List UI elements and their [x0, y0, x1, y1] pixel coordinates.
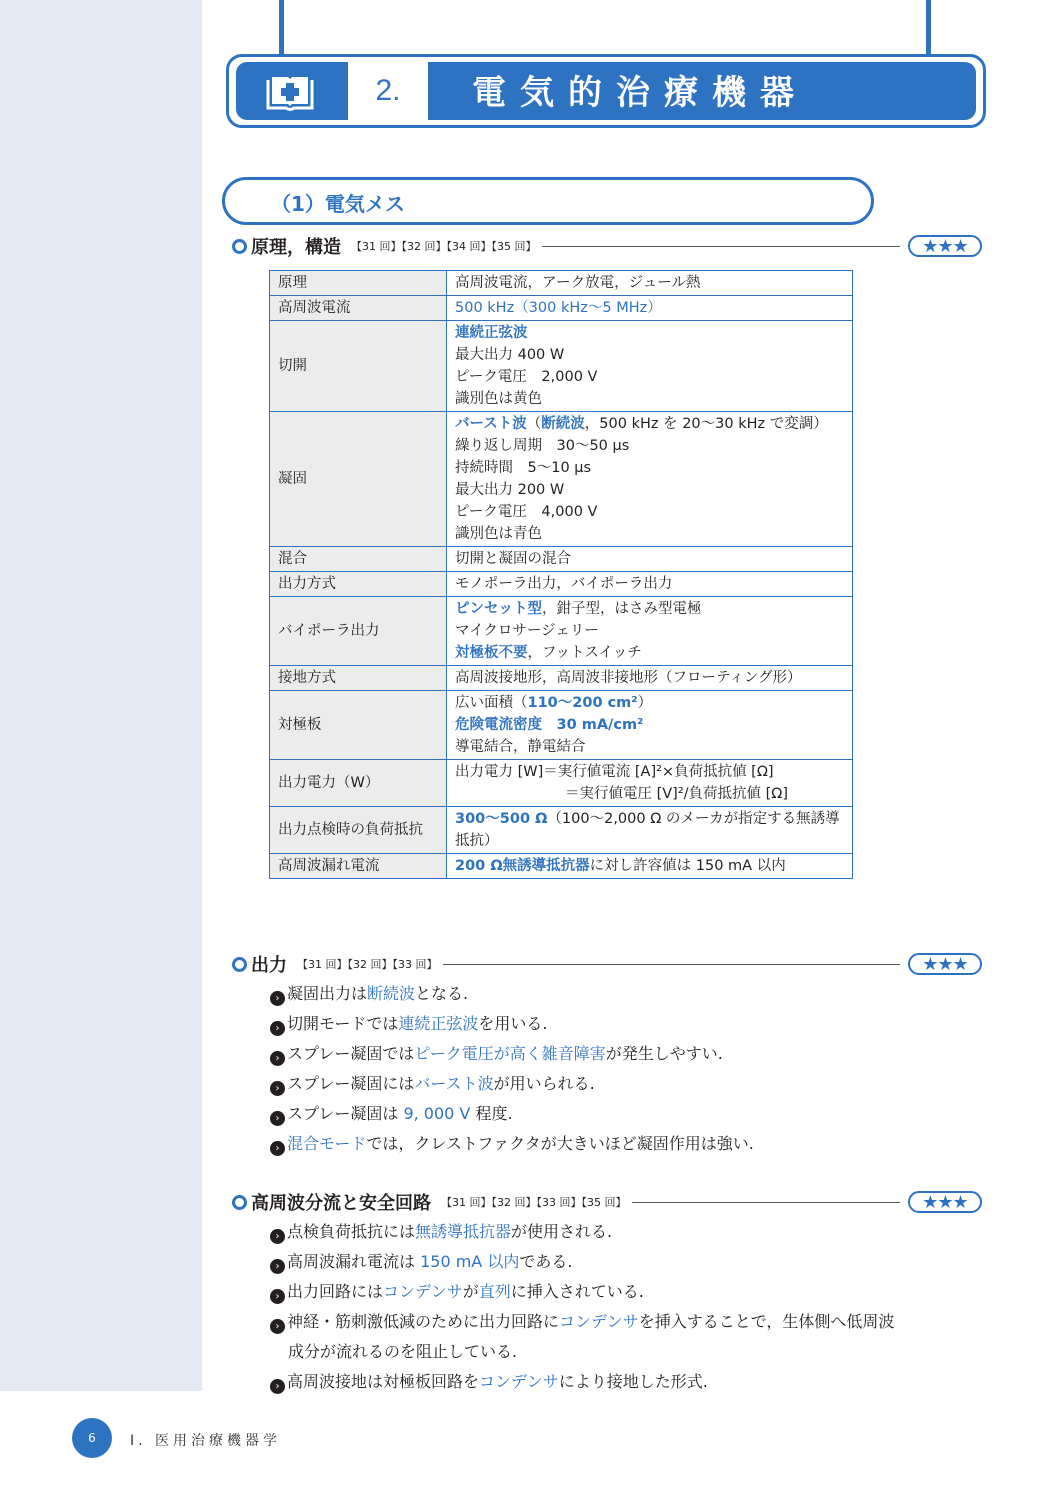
list-item: [270, 1099, 990, 1129]
text: 高周波漏れ電流は: [287, 1252, 421, 1271]
list-item: [270, 1069, 990, 1099]
value-line: ピーク電圧 2,000 V: [455, 369, 598, 385]
text: に対し許容値は 150 mA 以内: [589, 858, 786, 874]
highlight: 200 Ω無誘導抵抗器: [455, 858, 590, 874]
section-title: （1）電気メス: [271, 192, 405, 216]
text: （100〜2,000 Ω のメーカが指定する無誘導抵抗）: [455, 811, 840, 849]
table-row: [270, 412, 853, 547]
value-line: [455, 598, 844, 620]
text: スプレー凝固では: [287, 1044, 415, 1063]
highlight: 直列: [478, 1282, 511, 1301]
row-label: 対極板: [270, 691, 447, 760]
row-value: 切開と凝固の混合: [447, 547, 853, 572]
text: （: [526, 416, 542, 432]
spec-table: [269, 270, 853, 879]
text: スプレー凝固には: [287, 1074, 415, 1093]
value-line: ＝実行値電圧 [V]²/負荷抵抗値 [Ω]: [565, 786, 789, 802]
medical-book-icon: [264, 74, 316, 112]
divider: [542, 246, 900, 247]
table-row: [270, 807, 853, 854]
section-heading: [222, 177, 874, 225]
highlight: 300〜500 Ω: [455, 811, 548, 827]
text: に挿入されている.: [510, 1282, 644, 1301]
subhead-safety: [232, 1188, 982, 1216]
row-value: [447, 854, 853, 879]
list-item: [270, 1009, 990, 1039]
arrow-bullet-icon: ›: [270, 1141, 285, 1156]
value-line: 危険電流密度 30 mA/cm²: [455, 717, 644, 733]
arrow-bullet-icon: ›: [270, 1111, 285, 1126]
text: となる.: [415, 984, 469, 1003]
row-label: 凝固: [270, 412, 447, 547]
left-sidebar-band: [0, 0, 202, 1391]
highlight: コンデンサ: [383, 1282, 463, 1301]
row-value: 高周波接地形，高周波非接地形（フローティング形）: [447, 666, 853, 691]
table-row: [270, 666, 853, 691]
text: 広い面積（: [455, 695, 528, 711]
row-value: [447, 412, 853, 547]
exam-refs: 【31 回】【32 回】【33 回】: [297, 958, 438, 971]
value-line: [455, 692, 844, 714]
row-label: 原理: [270, 271, 447, 296]
table-row: [270, 547, 853, 572]
highlight: 無誘導抵抗器: [415, 1222, 512, 1241]
value-line: ピーク電圧 4,000 V: [455, 504, 598, 520]
table-row: [270, 760, 853, 807]
subhead-principle: [232, 232, 982, 260]
safety-list: [270, 1217, 990, 1397]
text: 凝固出力は: [287, 984, 368, 1003]
divider: [632, 1202, 900, 1203]
hanger-line-right: [926, 0, 931, 56]
arrow-bullet-icon: ›: [270, 991, 285, 1006]
running-footer: Ⅰ. 医用治療機器学: [130, 1433, 282, 1449]
row-label: 接地方式: [270, 666, 447, 691]
row-value: [447, 321, 853, 412]
row-value: 500 kHz（300 kHz〜5 MHz）: [447, 296, 853, 321]
value-line: 連続正弦波: [455, 325, 528, 341]
row-label: 高周波電流: [270, 296, 447, 321]
value-line: 導電結合，静電結合: [455, 739, 586, 755]
text: 高周波接地は対極板回路を: [287, 1372, 480, 1391]
row-value: [447, 597, 853, 666]
chapter-header: [226, 54, 986, 128]
highlight: 150 mA 以内: [420, 1252, 520, 1271]
list-item: [270, 1247, 990, 1277]
arrow-bullet-icon: ›: [270, 1081, 285, 1096]
arrow-bullet-icon: ›: [270, 1021, 285, 1036]
circle-bullet-icon: [232, 239, 247, 254]
value-line: 出力電力 [W]＝実行値電流 [A]²×負荷抵抗値 [Ω]: [455, 764, 774, 780]
list-item: [270, 1217, 990, 1247]
text: 出力回路には: [287, 1282, 384, 1301]
value-line: [455, 413, 844, 435]
highlight: バースト波: [455, 416, 527, 432]
table-row: [270, 296, 853, 321]
row-label: 混合: [270, 547, 447, 572]
arrow-bullet-icon: ›: [270, 1319, 285, 1334]
value-line: 繰り返し周期 30〜50 μs: [455, 438, 630, 454]
circle-bullet-icon: [232, 1195, 247, 1210]
importance-stars: ★★★: [908, 953, 982, 975]
arrow-bullet-icon: ›: [270, 1289, 285, 1304]
value-line: 識別色は青色: [455, 526, 542, 542]
highlight: 断続波: [541, 416, 585, 432]
row-label: 出力電力（W）: [270, 760, 447, 807]
chapter-number: 2.: [348, 62, 428, 120]
arrow-bullet-icon: ›: [270, 1229, 285, 1244]
value-line: 最大出力 400 W: [455, 347, 565, 363]
list-item: [270, 1129, 990, 1159]
divider: [443, 964, 900, 965]
table-row: [270, 597, 853, 666]
text: が使用される.: [511, 1222, 613, 1241]
table-row: [270, 854, 853, 879]
highlight: 混合モード: [287, 1134, 367, 1153]
exam-refs: 【31 回】【32 回】【34 回】【35 回】: [351, 240, 537, 253]
highlight: コンデンサ: [559, 1312, 639, 1331]
value-line: 識別色は黄色: [455, 391, 542, 407]
row-label: 出力方式: [270, 572, 447, 597]
text: が: [462, 1282, 479, 1301]
row-label: バイポーラ出力: [270, 597, 447, 666]
subhead-output: [232, 950, 982, 978]
text: 切開モードでは: [287, 1014, 399, 1033]
table-row: [270, 271, 853, 296]
exam-refs: 【31 回】【32 回】【33 回】【35 回】: [441, 1196, 627, 1209]
output-list: [270, 979, 990, 1159]
value-line: [455, 642, 844, 664]
chapter-title: 電気的治療機器: [472, 73, 808, 113]
subhead-title: 原理，構造: [251, 237, 341, 258]
row-value: [447, 760, 853, 807]
row-label: 高周波漏れ電流: [270, 854, 447, 879]
highlight: 9, 000 V: [403, 1104, 471, 1123]
text: ，フットスイッチ: [527, 645, 642, 661]
row-value: モノポーラ出力，バイポーラ出力: [447, 572, 853, 597]
hanger-line-left: [279, 0, 284, 56]
text: 点検負荷抵抗には: [287, 1222, 416, 1241]
importance-stars: ★★★: [908, 235, 982, 257]
table-row: [270, 321, 853, 412]
list-item-continuation: 成分が流れるのを阻止している.: [288, 1342, 518, 1361]
table-row: [270, 691, 853, 760]
text: 神経・筋刺激低減のために出力回路に: [287, 1312, 560, 1331]
text: スプレー凝固は: [287, 1104, 404, 1123]
importance-stars: ★★★: [908, 1191, 982, 1213]
text: が用いられる.: [493, 1074, 595, 1093]
list-item: [270, 979, 990, 1009]
value-line: マイクロサージェリー: [455, 623, 599, 639]
highlight: 対極板不要: [455, 645, 528, 661]
row-label: 出力点検時の負荷抵抗: [270, 807, 447, 854]
list-item: [270, 1367, 990, 1397]
text: を用いる.: [478, 1014, 548, 1033]
text: ）: [637, 695, 653, 711]
circle-bullet-icon: [232, 957, 247, 972]
highlight: バースト波: [414, 1074, 494, 1093]
arrow-bullet-icon: ›: [270, 1051, 285, 1066]
text: が発生しやすい.: [605, 1044, 723, 1063]
subhead-title: 出力: [251, 955, 287, 976]
list-item: [270, 1277, 990, 1307]
highlight: ピンセット型: [455, 601, 542, 617]
highlight: 断続波: [367, 984, 416, 1003]
value-line: 持続時間 5〜10 μs: [455, 460, 592, 476]
text: により接地した形式.: [558, 1372, 708, 1391]
table-row: [270, 572, 853, 597]
list-item: [270, 1307, 990, 1337]
highlight: コンデンサ: [479, 1372, 559, 1391]
arrow-bullet-icon: ›: [270, 1259, 285, 1274]
row-label: 切開: [270, 321, 447, 412]
highlight: 連続正弦波: [398, 1014, 479, 1033]
text: ，500 kHz を 20〜30 kHz で変調）: [584, 416, 828, 432]
row-value: 高周波電流，アーク放電，ジュール熱: [447, 271, 853, 296]
text: を挿入することで，生体側へ低周波: [638, 1312, 895, 1331]
value-line: 最大出力 200 W: [455, 482, 565, 498]
arrow-bullet-icon: ›: [270, 1379, 285, 1394]
text: である.: [519, 1252, 573, 1271]
text: ，鉗子型，はさみ型電極: [542, 601, 702, 617]
row-value: [447, 807, 853, 854]
subhead-title: 高周波分流と安全回路: [251, 1193, 431, 1214]
text: 程度.: [470, 1104, 513, 1123]
highlight: 110〜200 cm²: [527, 695, 638, 711]
page-number: 6: [72, 1418, 112, 1458]
text: では，クレストファクタが大きいほど凝固作用は強い.: [366, 1134, 754, 1153]
row-value: [447, 691, 853, 760]
list-item: [270, 1039, 990, 1069]
highlight: ピーク電圧が高く雑音障害: [414, 1044, 606, 1063]
